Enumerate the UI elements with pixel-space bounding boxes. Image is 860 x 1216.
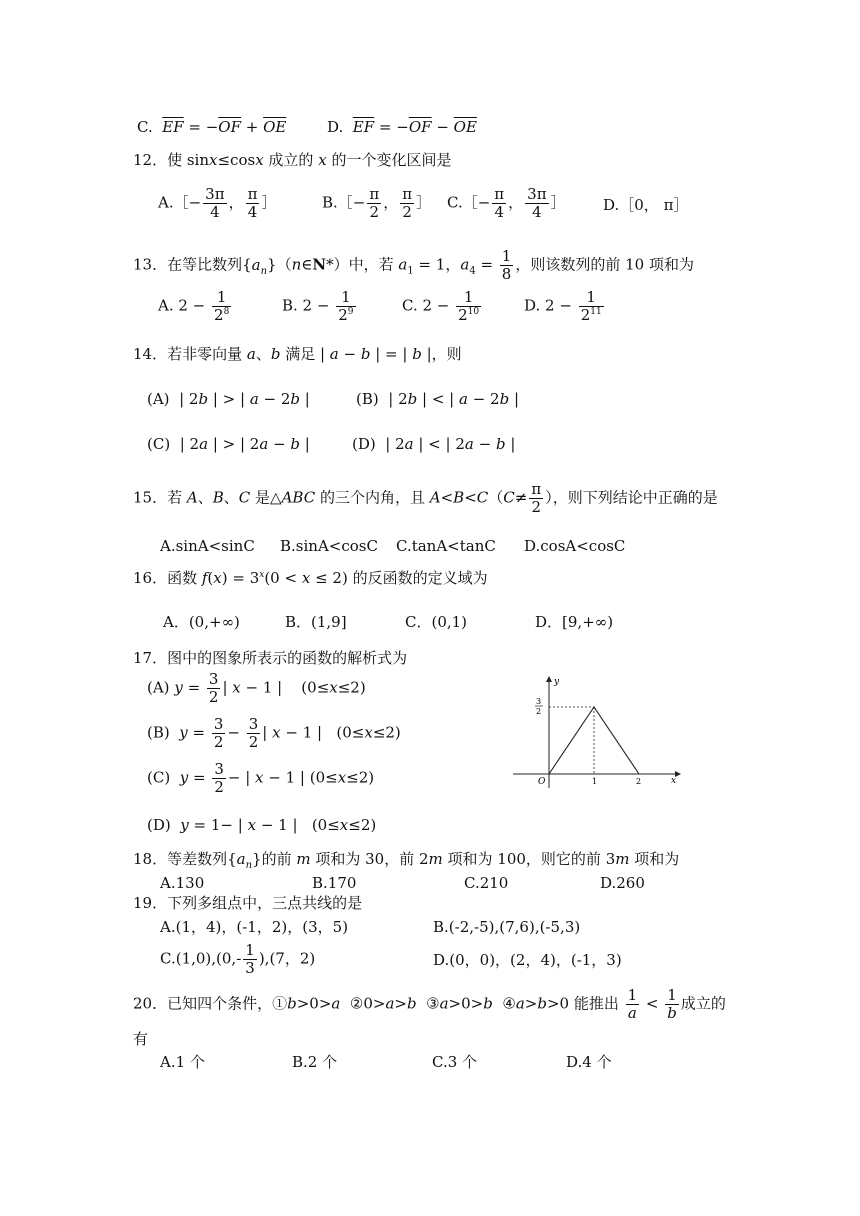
- q17-graph: [505, 670, 685, 795]
- q17-option-b: (B) y = $\frac{3}{2}$ − $\frac{3}{2}$ | x − 1 | (0≤x≤2): [147, 715, 401, 751]
- q16-option-a: A．(0,+∞): [163, 613, 240, 631]
- q13-stem: 13．在等比数列$\{a_n\}(n\in N*)$中，若 $a_1 = 1$，$a_4$ = $\frac{1}{8}$ ，则该数列的前 10 项和为: [133, 247, 694, 283]
- q17-option-c: (C) y = $\frac{3}{2}$ − | x − 1 | (0≤x≤2): [147, 760, 375, 796]
- q20-option-d: D.4 个: [566, 1053, 612, 1071]
- q20-option-a: A.1 个: [160, 1053, 205, 1071]
- q14-option-c: (C) | 2a | > | 2a − b |: [147, 435, 310, 453]
- q13-option-b: B. 2 − $\frac{1}{2^9}$: [282, 288, 354, 324]
- q16-option-b: B．(1,9]: [285, 613, 347, 631]
- y-tick-numerator: 3: [536, 697, 542, 706]
- q15-option-c: C.tanA<tanC: [396, 537, 496, 555]
- q18-option-a: A.130: [160, 874, 205, 892]
- q16-stem: 16．函数 $f(x) = 3^x(0 < x \le 2)$ 的反函数的定义域为: [133, 569, 488, 587]
- q20-option-b: B.2 个: [292, 1053, 338, 1071]
- q15-option-a: A.sinA<sinC: [160, 537, 255, 555]
- q16-option-c: C．(0,1): [405, 613, 468, 631]
- q17-stem: 17．图中的图象所表示的函数的解析式为: [133, 649, 408, 667]
- q13-option-a: A. 2 − $\frac{1}{2^8}$: [158, 288, 230, 324]
- q17-option-d: (D) y = 1− | x − 1 | (0≤x≤2): [147, 816, 377, 834]
- q20-stem: 20．已知四个条件，①b>0>a ②0>a>b ③a>0>b ④a>b>0 能推出 $\frac{1}{a}$ < $\frac{1}{b}$ 成立的: [133, 986, 726, 1022]
- q12-stem: 12．使 sinx≤cosx 成立的 x 的一个变化区间是: [133, 151, 452, 169]
- y-tick-denominator: 2: [536, 707, 542, 716]
- q17-option-a: (A) y = $\frac{3}{2}$ | x − 1 | (0≤x≤2): [147, 670, 366, 706]
- q18-option-d: D.260: [600, 874, 645, 892]
- q18-option-c: C.210: [464, 874, 509, 892]
- q12-option-c: C.［− $\frac{\pi}{4}$ ， $\frac{3\pi}{4}$ ］: [447, 185, 566, 221]
- q15-option-d: D.cosA<cosC: [524, 537, 626, 555]
- q15-option-b: B.sinA<cosC: [280, 537, 378, 555]
- q14-stem: 14．若非零向量 a、b 满足 | a − b | = | b |，则: [133, 345, 462, 363]
- x-tick-1: 1: [592, 777, 598, 786]
- q19-option-d: D.(0，0)，(2，4)，(-1，3): [433, 951, 622, 969]
- q14-option-b: (B) | 2b | < | a − 2b |: [356, 390, 520, 408]
- q11-option-c: C. $\overline{EF} = -\overline{OF} + \overline{OE}$: [137, 118, 287, 136]
- q11-option-d: D. $\overline{EF} = -\overline{OF} - \overline{OE}$: [327, 118, 477, 136]
- y-axis-label: y: [554, 677, 560, 687]
- q12-option-a: A.［− $\frac{3\pi}{4}$ ， $\frac{\pi}{4}$ ］: [158, 185, 277, 221]
- q13-option-d: D. 2 − $\frac{1}{2^{11}}$: [524, 288, 602, 324]
- q14-option-d: (D) | 2a | < | 2a − b |: [352, 435, 516, 453]
- q16-option-d: D．[9,+∞): [535, 613, 614, 631]
- q20-option-c: C.3 个: [432, 1053, 478, 1071]
- q18-option-b: B.170: [312, 874, 357, 892]
- q19-option-b: B.(-2,-5),(7,6),(-5,3): [433, 918, 581, 936]
- q14-option-a: (A) | 2b | > | a − 2b |: [147, 390, 310, 408]
- origin-label: O: [538, 777, 546, 787]
- q19-option-c: C.(1,0),(0,- $\frac{1}{3}$ ),(7，2): [160, 941, 316, 977]
- q18-stem: 18．等差数列$\{a_n\}$的前 m 项和为 30，前 2m 项和为 100，则它的前 3m 项和为: [133, 850, 680, 871]
- q13-option-c: C. 2 − $\frac{1}{2^{10}}$: [402, 288, 480, 324]
- q12-option-b: B.［− $\frac{\pi}{2}$ ， $\frac{\pi}{2}$ ］: [322, 185, 432, 221]
- y-axis-arrow: [546, 676, 552, 682]
- q12-option-d: D.［0， π］: [603, 196, 689, 214]
- x-tick-2: 2: [636, 777, 642, 786]
- q20-stem-continuation: 有: [133, 1030, 149, 1048]
- q19-option-a: A.(1，4)，(-1，2)，(3，5): [160, 918, 349, 936]
- q19-stem: 19．下列多组点中，三点共线的是: [133, 894, 363, 912]
- q15-stem: 15．若 A、B、C 是△ABC 的三个内角，且 A<B<C（C≠ $\frac{\pi}{2}$ ），则下列结论中正确的是: [133, 480, 718, 516]
- x-axis-label: x: [671, 776, 677, 786]
